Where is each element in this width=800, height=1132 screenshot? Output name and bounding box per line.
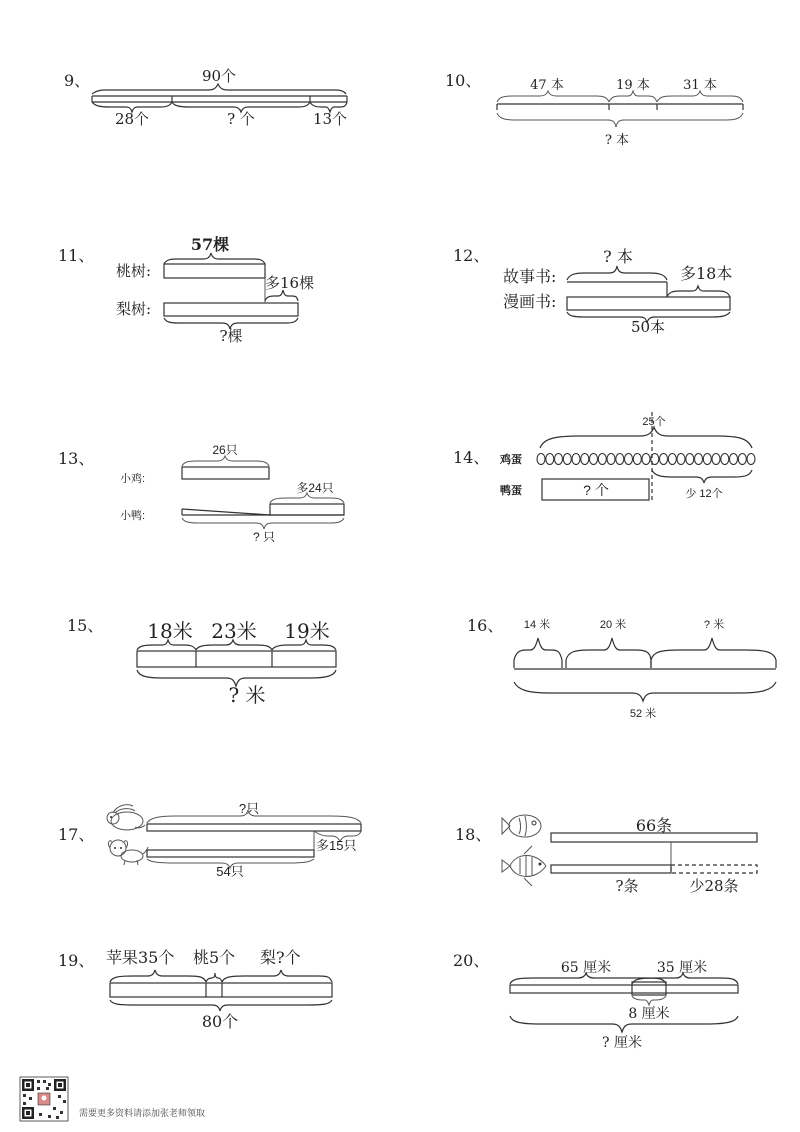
problem-17-bar-b-label: 54只 (216, 864, 244, 879)
problem-13 (58, 443, 344, 544)
problem-10-part-c-label: 31 本 (683, 78, 717, 93)
problem-15-part-a-label: 18米 (147, 619, 193, 643)
egg-icon (738, 454, 746, 465)
problem-20-total-label: ? 厘米 (602, 1035, 642, 1051)
egg-icon (537, 454, 545, 465)
problem-14-row-a-label: 鸡蛋 (500, 454, 522, 466)
problem-9-top-brace (92, 84, 346, 94)
problem-16-total-label: 52 米 (629, 708, 657, 720)
problem-17-diff-label: 多15只 (316, 838, 357, 853)
problem-13-top-label: 26只 (212, 443, 238, 457)
problem-15-number: 15、 (67, 616, 104, 635)
egg-icon (668, 454, 676, 465)
egg-icon (695, 454, 703, 465)
problem-19-total-label: 80个 (201, 1012, 239, 1031)
egg-icon (677, 454, 685, 465)
problem-10-part-b-label: 19 本 (616, 78, 650, 93)
egg-icon (607, 454, 615, 465)
problem-15 (67, 616, 336, 707)
problem-19-part-a-label: 苹果35个 (106, 948, 175, 967)
problem-13-row-a-label: 小鸡: (120, 473, 146, 485)
problem-10-total-brace (497, 113, 743, 127)
problem-18 (455, 815, 757, 895)
problem-16-unknown-label: ? 米 (703, 619, 725, 631)
problem-19-unknown-label: 梨?个 (260, 948, 301, 967)
problem-14-egg-row (537, 454, 755, 465)
problem-13-row-b-label: 小鸭: (120, 510, 146, 522)
egg-icon (572, 454, 580, 465)
problem-13-number: 13、 (58, 449, 95, 468)
qr-code-icon (20, 1077, 68, 1121)
egg-icon (703, 454, 711, 465)
problem-17-bar-a (147, 824, 361, 831)
egg-icon (625, 454, 633, 465)
problem-9-part-a-label: 28个 (114, 110, 150, 128)
problem-16-part-a-label: 14 米 (523, 619, 551, 631)
egg-icon (712, 454, 720, 465)
problem-11-bar-b (164, 303, 298, 316)
problem-10-number: 10、 (445, 71, 482, 90)
egg-icon (721, 454, 729, 465)
problem-20-bar (510, 985, 738, 993)
egg-icon (590, 454, 598, 465)
problem-20-bar-b-label: 35 厘米 (656, 960, 708, 976)
egg-icon (598, 454, 606, 465)
problem-14-unknown-label: ? 个 (583, 482, 609, 498)
egg-icon (686, 454, 694, 465)
problem-14-number: 14、 (453, 448, 490, 467)
problem-19 (58, 948, 332, 1031)
rabbit-icon (107, 805, 145, 830)
problem-11-bar-a (164, 264, 265, 278)
problem-11-row-a-label: 桃树: (116, 262, 152, 280)
problem-9-unknown-label: ? 个 (227, 110, 255, 128)
problem-19-bar (110, 983, 332, 997)
problem-19-part-b-label: 桃5个 (193, 948, 236, 967)
egg-icon (730, 454, 738, 465)
problem-11 (58, 235, 314, 345)
footer-text: 需要更多资料请添加张老师领取 (79, 1109, 206, 1119)
problem-14-top-label: 25个 (642, 416, 666, 428)
problem-18-unknown-label: ?条 (615, 877, 639, 895)
problem-15-part-b-label: 23米 (211, 619, 257, 643)
problem-16-part-b-label: 20 米 (599, 619, 627, 631)
problem-20-bar-a-label: 65 厘米 (560, 960, 612, 976)
problem-19-number: 19、 (58, 951, 95, 970)
problem-18-bar-b (551, 865, 671, 873)
problem-14-diff-label: 少 12个 (685, 488, 723, 500)
problem-9-total-label: 90个 (201, 67, 237, 85)
problem-13-total-label: ? 只 (252, 530, 276, 544)
problem-16-number: 16、 (467, 616, 504, 635)
egg-icon (555, 454, 563, 465)
problem-15-total-label: ? 米 (228, 683, 266, 707)
problem-11-row-b-label: 梨树: (116, 300, 152, 318)
problem-10-total-label: ? 本 (604, 133, 630, 148)
problem-15-part-c-label: 19米 (284, 619, 330, 643)
egg-icon (581, 454, 589, 465)
problem-12 (453, 246, 732, 336)
fish-icon (502, 815, 541, 837)
angelfish-icon (502, 846, 546, 886)
egg-icon (660, 454, 668, 465)
problem-12-bar-b (567, 297, 730, 310)
problem-9-part-c-label: 13个 (312, 110, 348, 128)
problem-12-row-b-label: 漫画书: (503, 292, 557, 311)
problem-20-overlap-label: 8 厘米 (628, 1006, 670, 1022)
problem-11-top-label: 57棵 (190, 235, 230, 254)
problem-12-unknown-label: ? 本 (603, 247, 633, 266)
problem-13-bar-a (182, 467, 269, 479)
problem-15-bar (137, 651, 336, 667)
problem-12-number: 12、 (453, 246, 490, 265)
egg-icon (642, 454, 650, 465)
dog-icon (109, 840, 148, 865)
problem-12-row-a-label: 故事书: (503, 267, 557, 286)
problem-16 (467, 616, 776, 720)
egg-icon (747, 454, 755, 465)
problem-18-bar-b-missing (671, 865, 757, 873)
problem-12-total-label: 50本 (630, 318, 666, 336)
problem-18-diff-label: 少28条 (689, 877, 739, 895)
problem-20 (453, 951, 738, 1051)
problem-9-number: 9、 (64, 71, 91, 90)
problem-14 (453, 412, 755, 500)
problem-17-unknown-label: ?只 (238, 801, 260, 816)
problem-11-diff-label: 多16棵 (265, 274, 315, 292)
problem-20-number: 20、 (453, 951, 490, 970)
problem-10 (445, 71, 743, 148)
problem-17-number: 17、 (58, 825, 95, 844)
problem-17 (58, 801, 361, 879)
problem-13-diff-label: 多24只 (296, 481, 334, 495)
problem-11-total-label: ?棵 (219, 327, 243, 345)
problem-10-part-a-label: 47 本 (530, 78, 564, 93)
problem-12-diff-label: 多18本 (680, 264, 733, 283)
problem-14-row-b-label: 鸭蛋 (500, 485, 522, 497)
egg-icon (546, 454, 554, 465)
egg-icon (616, 454, 624, 465)
problem-18-number: 18、 (455, 825, 492, 844)
problem-17-bar-b (147, 850, 314, 857)
problem-9 (64, 67, 347, 128)
problem-11-number: 11、 (58, 246, 95, 265)
problem-18-top-label: 66条 (635, 816, 673, 835)
egg-icon (633, 454, 641, 465)
egg-icon (563, 454, 571, 465)
